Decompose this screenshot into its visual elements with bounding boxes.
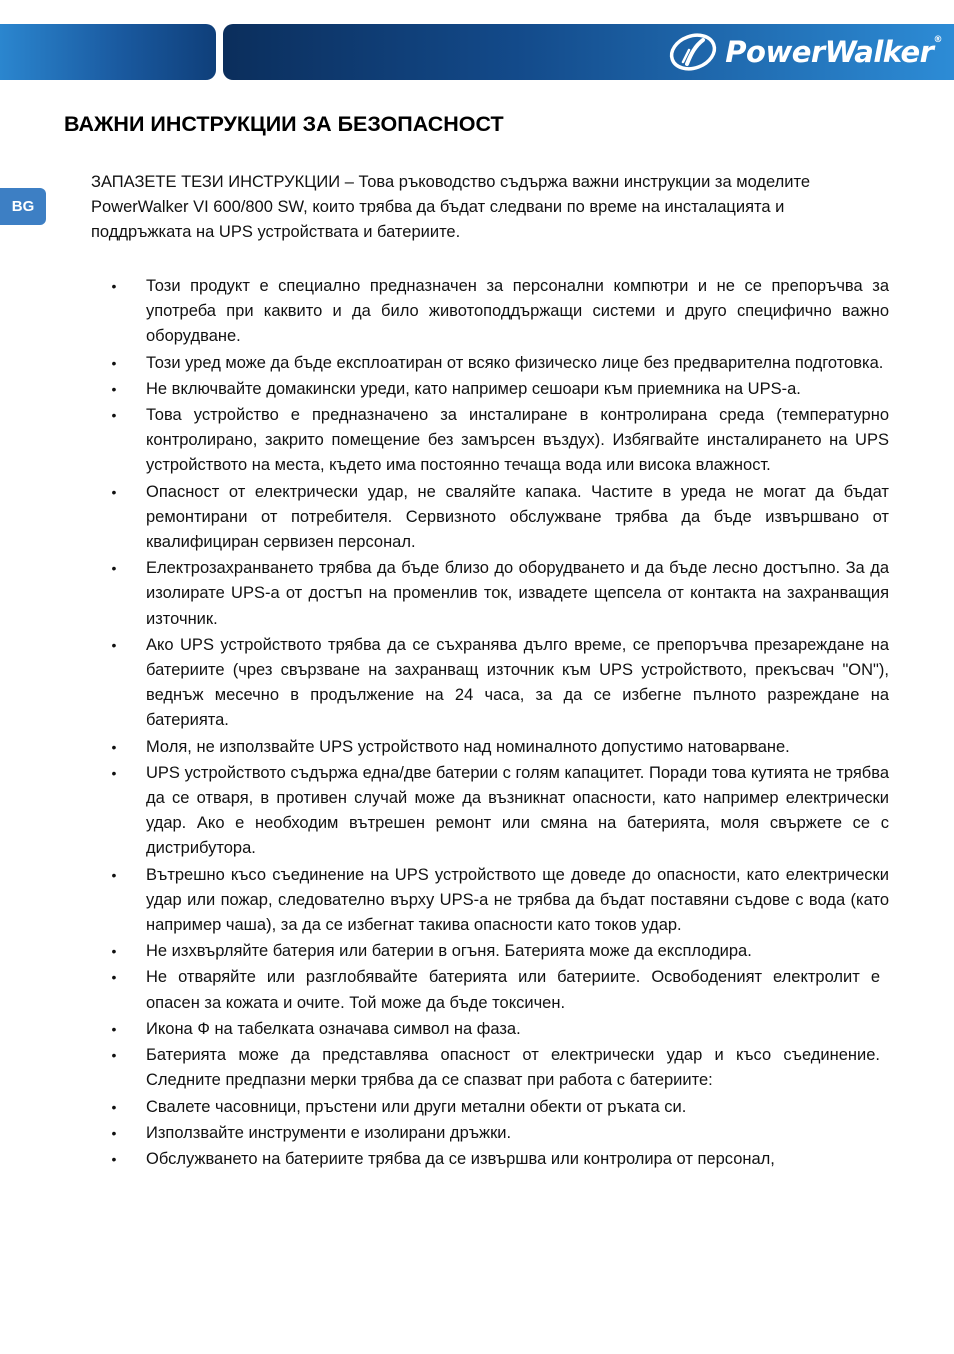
list-item <box>0 480 889 556</box>
bullet-icon: • <box>111 969 117 986</box>
list-item-text: Ако UPS устройството трябва да се съхранява дълго време, се препоръчва презареждане на батериите (чрез свързване на захранващ източник към UPS устройството, прекъсвач "ON"), веднъж месечно в продължение на 24 часа, за да се избегне пълното разреждане на батерията. <box>146 635 889 730</box>
bullet-icon: • <box>111 1098 117 1115</box>
list-item <box>0 965 880 1015</box>
bullet-icon: • <box>111 278 117 294</box>
bullet-icon: • <box>111 866 117 883</box>
list-item-text: Електрозахранването трябва да бъде близо до оборудването и да бъде лесно достъпно. За да изолирате UPS-а от достъп на променлив ток, извадете щепсела от контакта на захранващия източник. <box>146 559 889 628</box>
bullet-icon: • <box>111 380 117 397</box>
list-item <box>0 274 889 350</box>
bullet-icon: • <box>111 764 117 781</box>
bullet-icon: • <box>111 1124 117 1141</box>
list-item <box>0 939 889 964</box>
list-item-text: UPS устройството съдържа една/две батерии с голям капацитет. Поради това кутията не трябва да се отваря, в противен случай може да възникнат опасности, като например електрически удар. Ако е необходим вътрешен ремонт или смяна на батерията, моля свържете се с дистрибутора. <box>146 763 889 858</box>
list-item-text: Свалете часовници, пръстени или други метални обекти от ръката си. <box>146 1097 687 1116</box>
list-item <box>0 1043 880 1093</box>
intro-paragraph: ЗАПАЗЕТЕ ТЕЗИ ИНСТРУКЦИИ – Това ръководство съдържа важни инструкции за моделите PowerWalker VI 600/800 SW, които трябва да бъдат следвани по време на инсталацията и поддръжката на UPS устройствата и батериите. <box>91 173 811 241</box>
list-item-text: Това устройство е предназначено за инсталиране в контролирана среда (температурно контролирано, закрито помещение без замърсен въздух). Избягвайте инсталирането на UPS устройството на места, където има постоянно течаща вода или висока влажност. <box>146 406 889 475</box>
list-item-text: Батерията може да представлява опасност от електрически удар и късо съединение. Следните предпазни мерки трябва да се спазват при работа с батериите: <box>146 1046 880 1090</box>
safety-instructions-list <box>0 274 954 1173</box>
brand-logo <box>667 32 942 72</box>
list-item-text: Икона Ф на табелката означава символ на фаза. <box>146 1019 521 1038</box>
bullet-icon: • <box>111 1150 117 1167</box>
list-item <box>0 735 889 760</box>
list-item-text: Обслужването на батериите трябва да се извършва или контролира от персонал, <box>146 1149 775 1168</box>
list-item-text: Не отваряйте или разглобявайте батерията или батериите. Освободеният електролит е опасен за кожата и очите. Той може да бъде токсичен. <box>146 968 880 1012</box>
bullet-icon: • <box>111 560 117 577</box>
list-item <box>0 556 889 632</box>
powerwalker-swirl-icon <box>667 32 719 72</box>
bullet-icon: • <box>111 738 117 755</box>
list-item-text: Този уред може да бъде експлоатиран от всяко физическо лице без предварителна подготовка. <box>146 353 884 372</box>
list-item <box>0 1147 880 1172</box>
list-item-text: Опасност от електрически удар, не сваляйте капака. Частите в уреда не могат да бъдат ремонтирани от потребителя. Сервизното обслужване трябва да бъде извършвано от квалифициран сервизен персонал. <box>146 482 889 552</box>
bullet-icon: • <box>111 407 117 424</box>
header-band-right <box>223 24 954 80</box>
list-item-text: Вътрешно късо съединение на UPS устройството ще доведе до опасности, като електрически удар или пожар, следователно върху UPS-а не трябва да бъдат поставяни съдове с вода (като например чаша), за да се избегнат такива опасности като токов удар. <box>146 865 889 935</box>
bullet-icon: • <box>111 354 117 371</box>
list-item <box>0 633 889 734</box>
list-item-text: Не включвайте домакински уреди, като например сешоари към приемника на UPS-а. <box>146 379 801 398</box>
bullet-icon: • <box>111 1047 117 1064</box>
bullet-icon: • <box>111 1020 117 1037</box>
list-item-text: Използвайте инструменти е изолирани дръжки. <box>146 1123 512 1142</box>
list-item <box>0 1121 880 1146</box>
brand-name: PowerWalker® <box>725 35 942 69</box>
bullet-icon: • <box>111 943 117 960</box>
list-item-text: Не изхвърляйте батерия или батерии в огъня. Батерията може да експлодира. <box>146 942 752 961</box>
list-item-text: Този продукт е специално предназначен за персонални компютри и не се препоръчва за употреба при каквито и да било животоподдържащи системи и друго специфично важно оборудване. <box>146 277 889 346</box>
list-item <box>0 1017 880 1042</box>
list-item-text: Моля, не използвайте UPS устройството над номиналното допустимо натоварване. <box>146 737 790 756</box>
list-item <box>0 377 889 402</box>
list-item <box>0 863 889 939</box>
list-item <box>0 761 889 862</box>
page-title: ВАЖНИ ИНСТРУКЦИИ ЗА БЕЗОПАСНОСТ <box>64 112 504 136</box>
bullet-icon: • <box>111 636 117 653</box>
language-tab: BG <box>0 188 46 225</box>
list-item <box>0 1095 880 1120</box>
header-band-left <box>0 24 216 80</box>
list-item <box>0 403 889 479</box>
bullet-icon: • <box>111 483 117 500</box>
list-item <box>0 351 889 376</box>
